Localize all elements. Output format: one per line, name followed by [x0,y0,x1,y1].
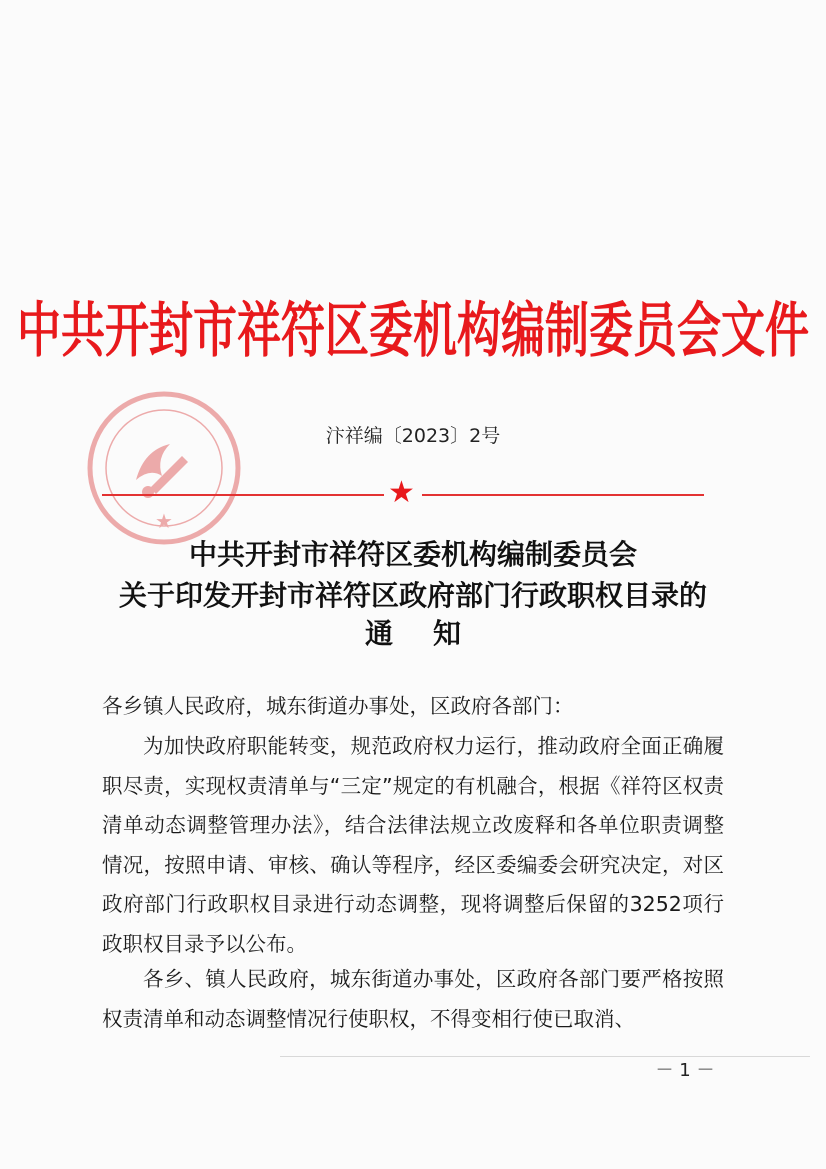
red-star-icon: ★ [388,475,415,510]
body-paragraph-1: 为加快政府职能转变，规范政府权力运行，推动政府全面正确履职尽责，实现权责清单与“三定”规定的有机融合，根据《祥符区权责清单动态调整管理办法》，结合法律法规立改废释和各单位职责调整情况，按照申请、审核、确认等程序，经区委编委会研究决定，对区政府部门行政职权目录进行动态调整，现将调整后保留的3252项行政职权目录予以公布。 [102,734,724,956]
page-number: － 1 － [655,1060,715,1081]
red-divider-right [422,494,704,496]
party-seal-icon [84,388,244,548]
red-divider-left [102,494,384,496]
body-paragraph-2: 各乡、镇人民政府，城东街道办事处，区政府各部门要严格按照权责清单和动态调整情况行使职权，不得变相行使已取消、 [102,967,724,1031]
notice-title-line-1: 中共开封市祥符区委机构编制委员会 [188,538,637,571]
footer-rule [280,1056,810,1057]
issuer-header-title: 中共开封市祥符区委机构编制委员会文件 [17,296,809,366]
svg-text:★: ★ [155,509,173,533]
salutation: 各乡镇人民政府，城东街道办事处，区政府各部门： [102,694,574,718]
notice-title-line-3: 通知 [364,617,501,650]
notice-title-line-2: 关于印发开封市祥符区政府部门行政职权目录的 [118,579,707,612]
document-number: 汴祥编〔2023〕2号 [325,425,501,447]
